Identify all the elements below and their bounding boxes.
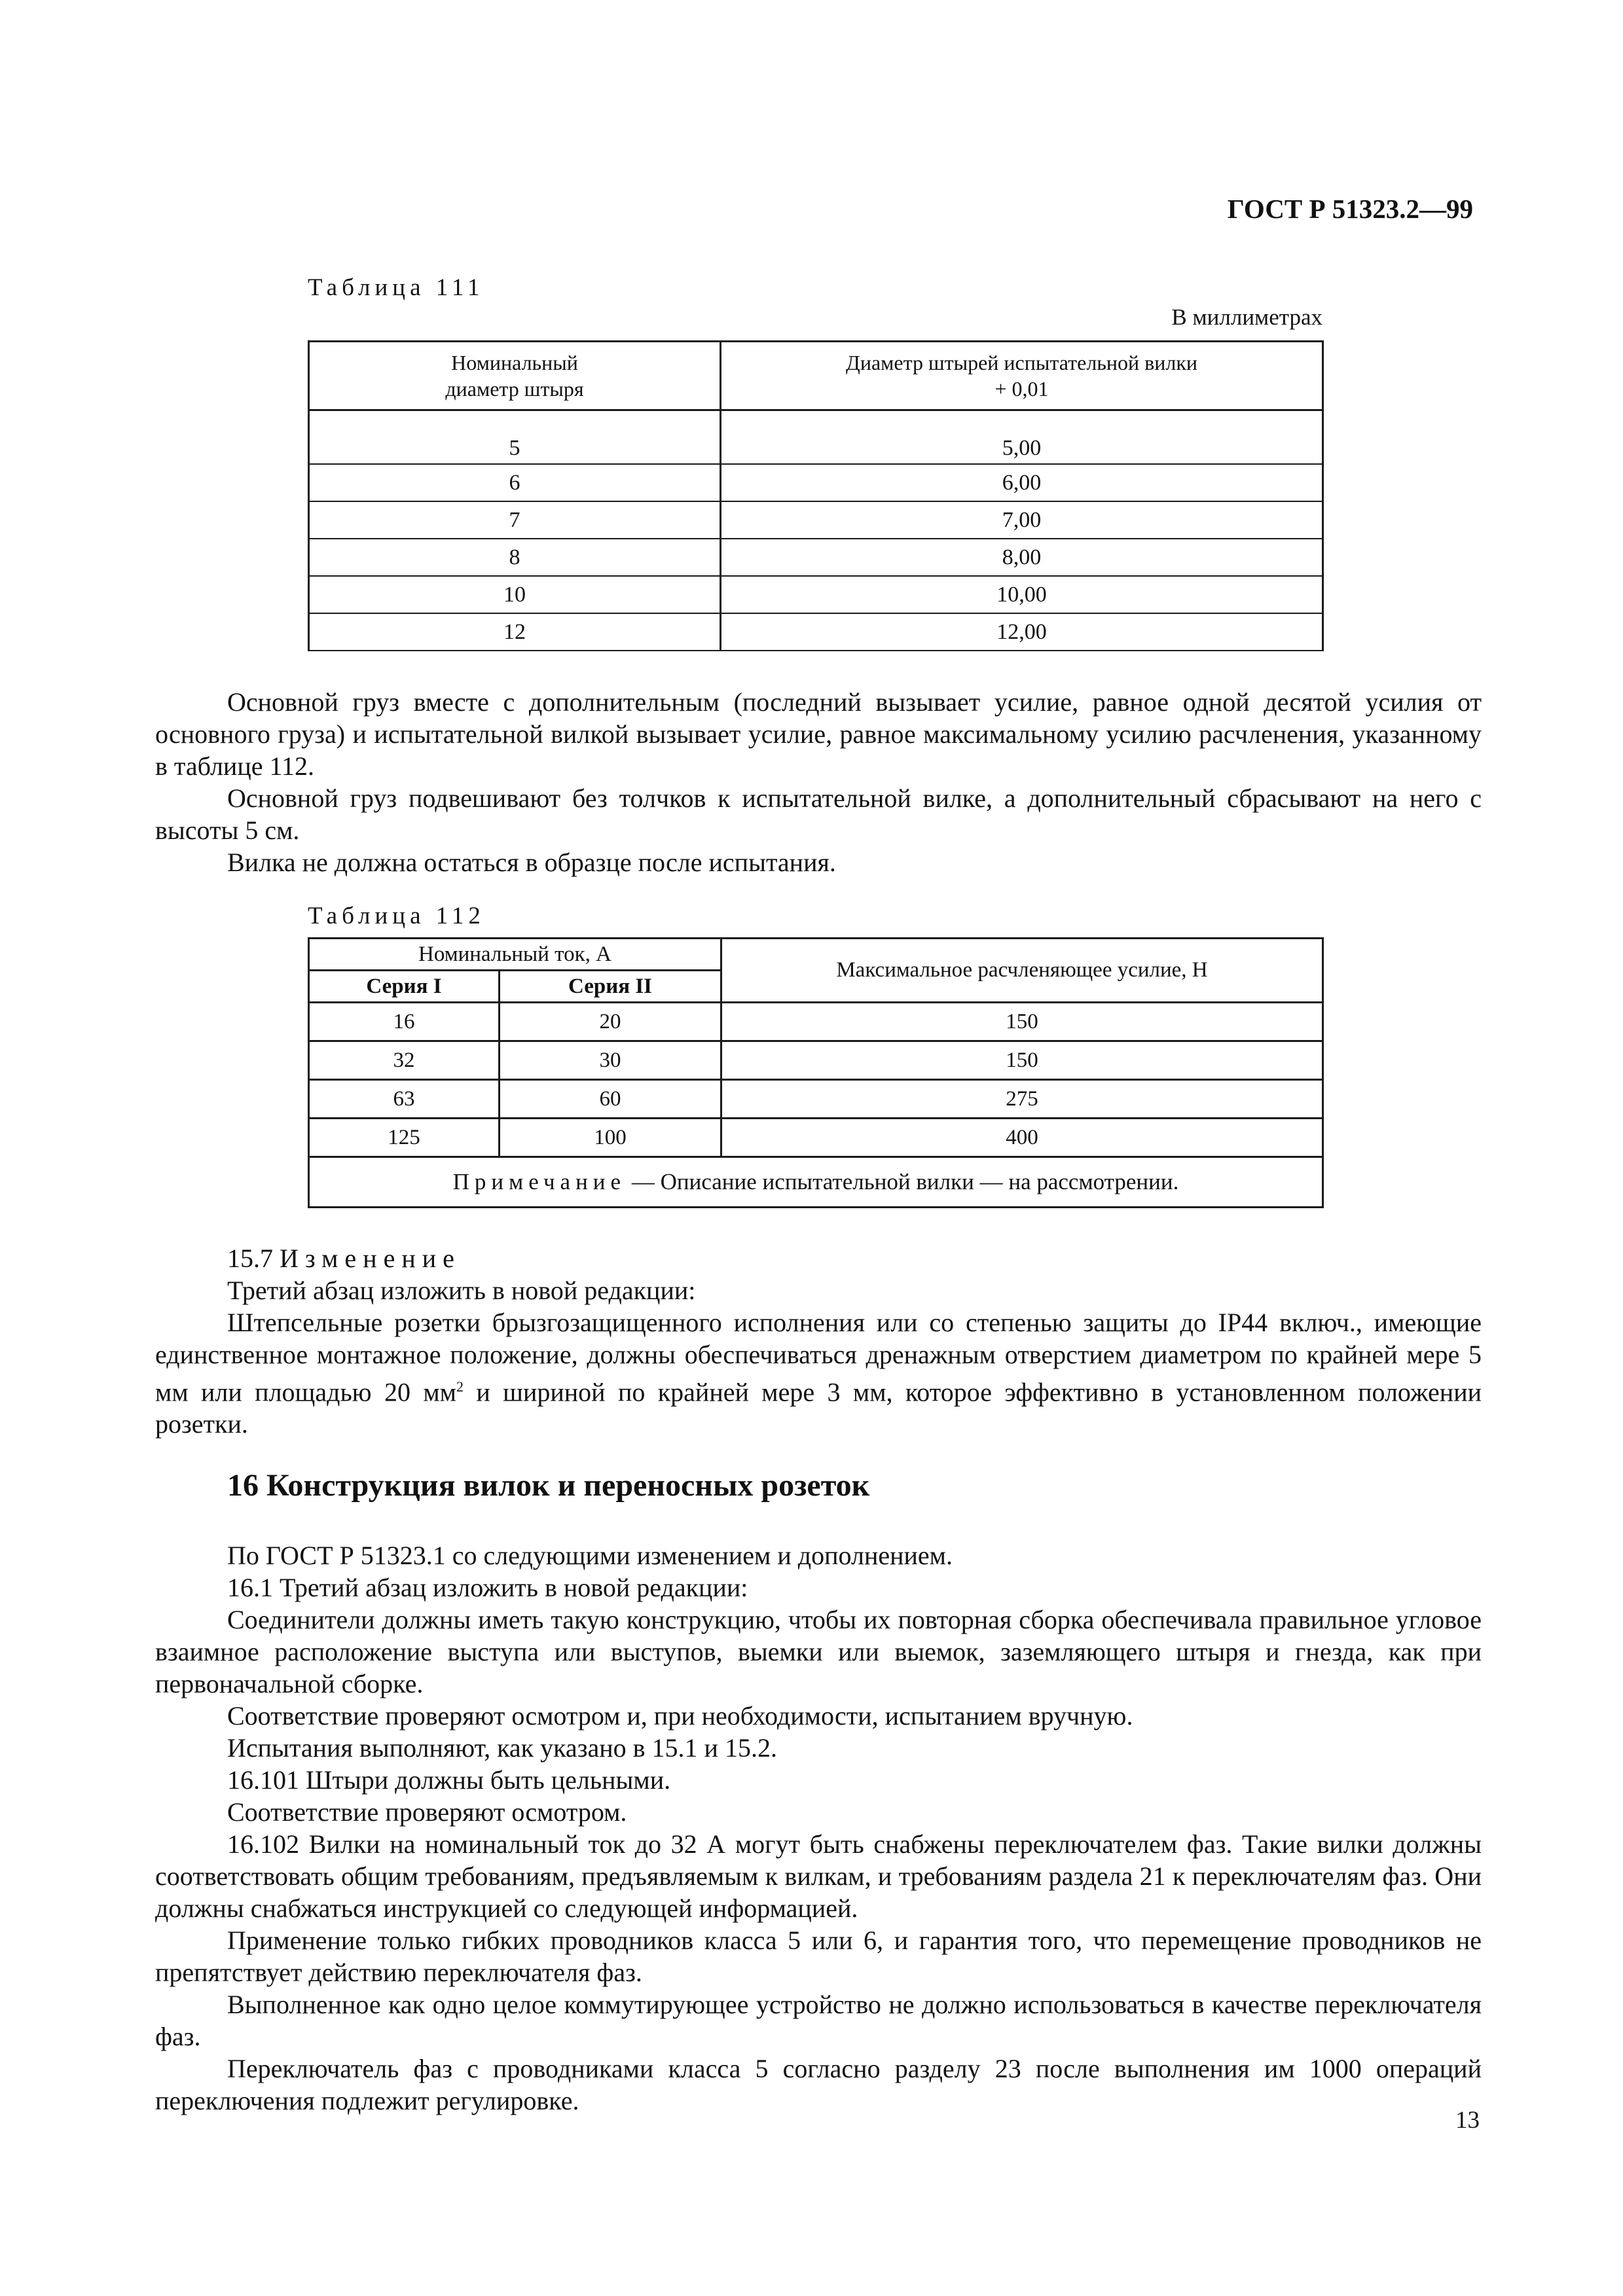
paragraph: Штепсельные розетки брызгозащищенного исполнения или со степенью защиты до IP44 включ., имеющие единственное монтажное положение, должны обеспечиваться дренажным отверстием диаметром по крайней мере 5 мм или площадью 20 $мм^2$ и шириной по крайней мере 3 мм, которое эффективно в установленном положении розетки. <box>155 1308 1482 1439</box>
table-cell: 30 <box>500 1041 721 1080</box>
paragraph: Соответствие проверяют осмотром. <box>227 1797 627 1827</box>
table-row <box>309 1080 1323 1119</box>
table-row <box>309 539 1323 576</box>
table-cell: 150 <box>721 1041 1323 1080</box>
table-111 <box>308 340 1324 651</box>
paragraph: Переключатель фаз с проводниками класса 5 согласно разделу 23 после выполнения им 1000 операций переключения подлежит регулировке. <box>155 2054 1482 2115</box>
table-row <box>309 1041 1323 1080</box>
table-header-cell: Серия II <box>500 971 721 1003</box>
paragraph: Применение только гибких проводников класса 5 или 6, и гарантия того, что перемещение проводников не препятствует действию переключателя фаз. <box>155 1926 1482 1987</box>
table-cell: 12,00 <box>721 613 1323 651</box>
table-cell: 6 <box>309 464 721 501</box>
table-cell: 8,00 <box>721 539 1323 576</box>
table-cell: 32 <box>309 1041 500 1080</box>
table-111-unit: В миллиметрах <box>1171 304 1322 330</box>
table-row <box>309 410 1323 465</box>
paragraph: 16.101 Штыри должны быть цельными. <box>227 1765 671 1795</box>
table-112 <box>308 937 1324 1208</box>
table-111-caption: Таблица 111 <box>308 274 484 301</box>
paragraph: Соответствие проверяют осмотром и, при необходимости, испытанием вручную. <box>227 1701 1133 1731</box>
paragraph: Соединители должны иметь такую конструкцию, чтобы их повторная сборка обеспечивала правильное угловое взаимное расположение выступа или выступов, выемки или выемок, заземляющего штыря и гнезда, как при первоначальной сборке. <box>155 1605 1482 1698</box>
paragraph: Основной груз вместе с дополнительным (последний вызывает усилие, равное одной десятой усилия от основного груза) и испытательной вилкой вызывает усилие, равное максимальному усилию расчленения, указанному в таблице 112. <box>155 687 1482 781</box>
table-cell: 5,00 <box>721 410 1323 465</box>
table-cell: 7 <box>309 501 721 539</box>
table-cell: 5 <box>309 410 721 465</box>
table-cell: 275 <box>721 1080 1323 1119</box>
table-cell: 150 <box>721 1003 1323 1041</box>
table-cell: 125 <box>309 1119 500 1157</box>
table-cell: 8 <box>309 539 721 576</box>
table-row <box>309 613 1323 651</box>
table-112-caption: Таблица 112 <box>308 903 485 929</box>
section-title: 15.7 Изменение <box>227 1244 461 1273</box>
table-row <box>309 501 1323 539</box>
page-number: 13 <box>1455 2107 1480 2134</box>
table-row <box>309 464 1323 501</box>
table-row <box>309 576 1323 613</box>
note-text: — Описание испытательной вилки — на рассмотрении. <box>626 1169 1179 1194</box>
table-header-cell: Диаметр штырей испытательной вилки + 0,01 <box>721 342 1323 410</box>
table-header-cell: Максимальное расчленяющее усилие, Н <box>721 939 1323 1003</box>
table-note <box>309 1157 1323 1208</box>
paragraph: Испытания выполняют, как указано в 15.1 и 15.2. <box>227 1733 777 1763</box>
table-cell: 10 <box>309 576 721 613</box>
table-row <box>309 1003 1323 1041</box>
paragraph: Выполненное как одно целое коммутирующее устройство не должно использоваться в качестве переключателя фаз. <box>155 1990 1482 2051</box>
paragraph: 16.102 Вилки на номинальный ток до 32 А могут быть снабжены переключателем фаз. Такие вилки должны соответствовать общим требованиям, предъявляемым к вилкам, и требованиям раздела 21 к переключателям фаз. Они должны снабжаться инструкцией со следующей информацией. <box>155 1829 1482 1923</box>
table-cell: 6,00 <box>721 464 1323 501</box>
table-cell: 63 <box>309 1080 500 1119</box>
table-cell: 60 <box>500 1080 721 1119</box>
document-code: ГОСТ Р 51323.2—99 <box>1227 194 1473 224</box>
table-cell: 12 <box>309 613 721 651</box>
table-cell: 10,00 <box>721 576 1323 613</box>
section-16-body <box>155 1539 1482 2117</box>
table-cell: 20 <box>500 1003 721 1041</box>
table-row <box>309 1119 1323 1157</box>
table-cell: 7,00 <box>721 501 1323 539</box>
paragraph-block-weights <box>155 686 1482 878</box>
table-cell: 400 <box>721 1119 1323 1157</box>
table-header-cell: Номинальный ток, А <box>309 939 721 971</box>
paragraph: 16.1 Третий абзац изложить в новой редакции: <box>227 1573 748 1602</box>
paragraph: Вилка не должна остаться в образце после испытания. <box>227 848 836 877</box>
table-header-cell: Номинальный диаметр штыря <box>309 342 721 410</box>
paragraph: Основной груз подвешивают без толчков к испытательной вилке, а дополнительный сбрасывают на него с высоты 5 см. <box>155 783 1482 845</box>
table-cell: 100 <box>500 1119 721 1157</box>
table-cell: 16 <box>309 1003 500 1041</box>
table-header-cell: Серия I <box>309 971 500 1003</box>
section-15-7 <box>155 1242 1482 1440</box>
paragraph: По ГОСТ Р 51323.1 со следующими изменением и дополнением. <box>227 1541 953 1570</box>
note-label: Примечание <box>452 1169 627 1194</box>
section-16-heading: 16 Конструкция вилок и переносных розеток <box>227 1468 870 1503</box>
paragraph: Третий абзац изложить в новой редакции: <box>227 1276 696 1305</box>
